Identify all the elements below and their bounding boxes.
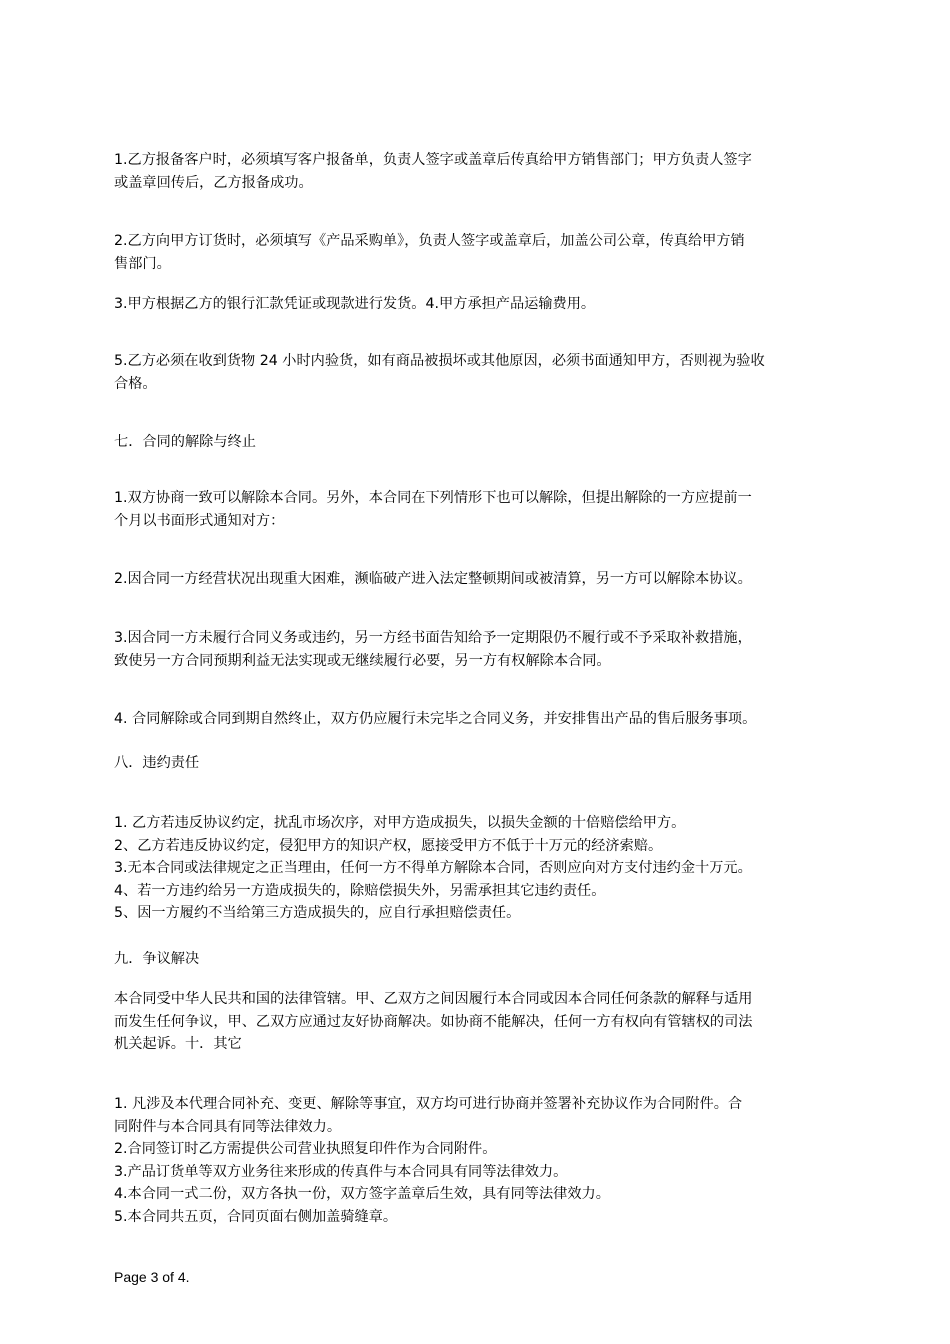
- list-item: 3.产品订货单等双方业务往来形成的传真件与本合同具有同等法律效力。: [114, 1163, 568, 1180]
- page-number-footer: Page 3 of 4.: [114, 1269, 190, 1285]
- list-item: 5.本合同共五页，合同页面右侧加盖骑缝章。: [114, 1208, 398, 1225]
- paragraph-registration: [114, 149, 844, 194]
- heading-text: 九．争议解决: [114, 951, 200, 967]
- text-line: 1.双方协商一致可以解除本合同。另外，本合同在下列情形下也可以解除，但提出解除的一方应提前一: [114, 490, 752, 506]
- paragraph-termination-4: [114, 708, 844, 731]
- text-line: 或盖章回传后，乙方报备成功。: [114, 174, 313, 191]
- text-line: 致使另一方合同预期利益无法实现或无继续履行必要，另一方有权解除本合同。: [114, 652, 611, 669]
- text-line: 机关起诉。十．其它: [114, 1036, 242, 1052]
- paragraph-termination-3: [114, 627, 844, 672]
- section-heading-9: [114, 948, 844, 971]
- list-item: 同附件与本合同具有同等法律效力。: [114, 1118, 342, 1135]
- list-item: 4.本合同一式二份，双方各执一份，双方签字盖章后生效，具有同等法律效力。: [114, 1186, 610, 1202]
- list-item: 2、乙方若违反协议约定，侵犯甲方的知识产权，愿接受甲方不低于十万元的经济索赔。: [114, 837, 663, 854]
- text-line: 本合同受中华人民共和国的法律管辖。甲、乙双方之间因履行本合同或因本合同任何条款的解释与适用: [114, 991, 753, 1007]
- list-item: 5、因一方履约不当给第三方造成损失的，应自行承担赔偿责任。: [114, 905, 521, 921]
- list-item: 1. 凡涉及本代理合同补充、变更、解除等事宜，双方均可进行协商并签署补充协议作为合同附件。合: [114, 1096, 743, 1112]
- text-line: 3.甲方根据乙方的银行汇款凭证或现款进行发货。4.甲方承担产品运输费用。: [114, 296, 596, 312]
- list-other: [114, 1093, 844, 1228]
- section-heading-7: [114, 431, 844, 454]
- paragraph-termination-2: [114, 568, 844, 591]
- paragraph-termination-1: [114, 487, 844, 532]
- list-item: 1. 乙方若违反协议约定，扰乱市场次序，对甲方造成损失，以损失金额的十倍赔偿给甲方。: [114, 815, 686, 831]
- text-line: 个月以书面形式通知对方：: [114, 512, 285, 529]
- list-item: 2.合同签订时乙方需提供公司营业执照复印件作为合同附件。: [114, 1141, 497, 1157]
- list-item: 3.无本合同或法律规定之正当理由，任何一方不得单方解除本合同，否则应向对方支付违约金十万元。: [114, 860, 752, 876]
- text-line: 1.乙方报备客户时，必须填写客户报备单，负责人签字或盖章后传真给甲方销售部门；甲方负责人签字: [114, 152, 752, 168]
- section-heading-8: [114, 752, 844, 775]
- paragraph-inspection: [114, 350, 844, 395]
- paragraph-dispute: [114, 988, 844, 1056]
- text-line: 2.乙方向甲方订货时，必须填写《产品采购单》，负责人签字或盖章后，加盖公司公章，传真给甲方销: [114, 233, 745, 249]
- text-line: 5.乙方必须在收到货物 24 小时内验货，如有商品被损坏或其他原因，必须书面通知甲方，否则视为验收: [114, 353, 765, 369]
- text-line: 合格。: [114, 375, 157, 392]
- paragraph-shipping: [114, 293, 844, 316]
- list-liability: [114, 812, 844, 925]
- heading-text: 八．违约责任: [114, 755, 200, 771]
- text-line: 4. 合同解除或合同到期自然终止，双方仍应履行未完毕之合同义务，并安排售出产品的售后服务事项。: [114, 711, 757, 727]
- text-line: 2.因合同一方经营状况出现重大困难，濒临破产进入法定整顿期间或被清算，另一方可以解除本协议。: [114, 571, 752, 587]
- text-line: 而发生任何争议，甲、乙双方应通过友好协商解决。如协商不能解决，任何一方有权向有管辖权的司法: [114, 1013, 753, 1030]
- text-line: 3.因合同一方未履行合同义务或违约，另一方经书面告知给予一定期限仍不履行或不予采取补救措施，: [114, 630, 752, 646]
- heading-text: 七．合同的解除与终止: [114, 434, 256, 450]
- paragraph-ordering: [114, 230, 844, 275]
- list-item: 4、若一方违约给另一方造成损失的，除赔偿损失外，另需承担其它违约责任。: [114, 882, 606, 899]
- text-line: 售部门。: [114, 255, 171, 272]
